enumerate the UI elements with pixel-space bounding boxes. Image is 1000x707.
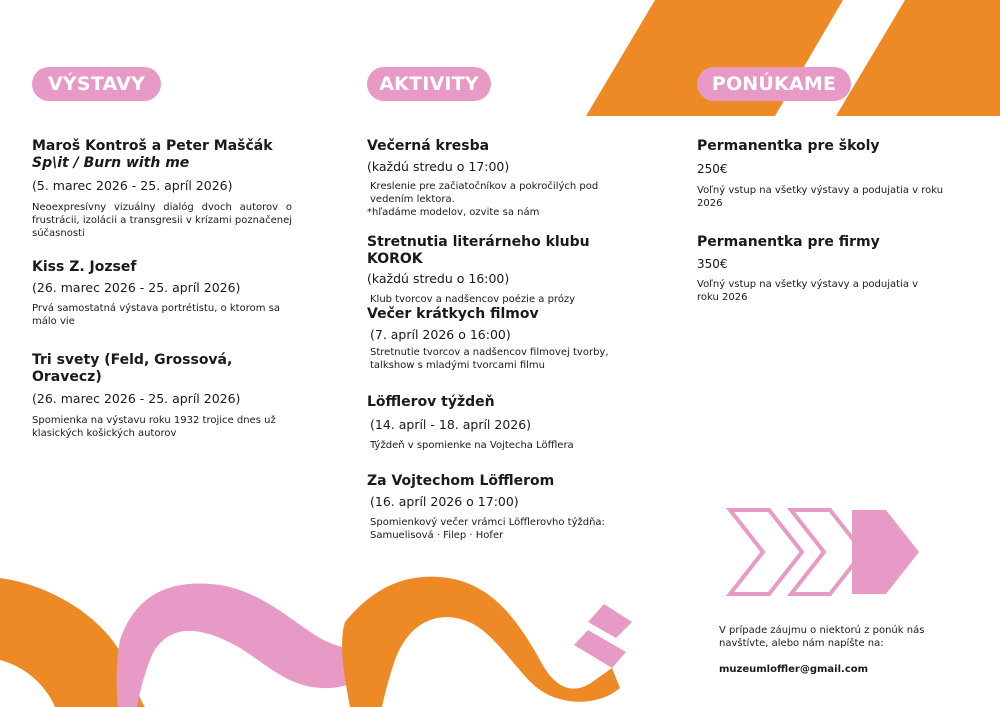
offer-title: Permanentka pre školy	[697, 138, 880, 154]
aktivity-item-2	[367, 234, 647, 306]
exhibition-dates: (5. marec 2026 - 25. apríl 2026)	[32, 178, 233, 193]
aktivity-item-5	[367, 473, 647, 542]
activity-title: Stretnutia literárneho klubu KOROK	[367, 234, 590, 267]
exhibition-dates: (26. marec 2026 - 25. apríl 2026)	[32, 391, 241, 406]
exhibition-description: Prvá samostatná výstava portrétistu, o ktorom sa málo vie	[32, 303, 280, 327]
activity-dates: (7. apríl 2026 o 16:00)	[370, 327, 511, 342]
exhibition-description: Spomienka na výstavu roku 1932 trojice dnes už klasických košických autorov	[32, 415, 276, 439]
contact-text: V prípade záujmu o niektorú z ponúk nás navštívte, alebo nám napíšte na:	[719, 625, 925, 649]
exhibition-title: Kiss Z. Jozsef	[32, 259, 137, 275]
vystavy-item-3	[32, 352, 292, 440]
heading-vystavy: VÝSTAVY	[32, 67, 161, 101]
exhibition-title: Maroš Kontroš a Peter Maščák	[32, 138, 273, 154]
activity-description: Spomienkový večer vrámci Löfflerovho týždňa: Samuelisová · Filep · Hofer	[370, 517, 605, 541]
activity-dates: (každú stredu o 16:00)	[367, 271, 510, 286]
contact-email[interactable]: muzeumloffler@gmail.com	[719, 664, 869, 675]
exhibition-description: Neoexpresívny vizuálny dialóg dvoch autorov o frustrácii, izolácii a transgresii v krízami poznačenej súčasnosti	[32, 202, 292, 239]
offer-description: Voľný vstup na všetky výstavy a podujatia v roku 2026	[697, 279, 919, 303]
activity-description: Stretnutie tvorcov a nadšencov filmovej tvorby, talkshow s mladými tvorcami filmu	[370, 347, 609, 371]
exhibition-title: Tri svety (Feld, Grossová, Oravecz)	[32, 352, 233, 385]
activity-title: Večerná kresba	[367, 138, 490, 154]
aktivity-item-4	[367, 394, 637, 452]
activity-description: Týždeň v spomienke na Vojtecha Löfflera	[370, 440, 574, 451]
chevron-outline-1	[730, 510, 802, 594]
exhibition-dates: (26. marec 2026 - 25. apríl 2026)	[32, 280, 241, 295]
activity-dates: (14. apríl - 18. apríl 2026)	[370, 417, 532, 432]
contact-block	[719, 624, 959, 676]
orange-parallelogram-right	[836, 0, 1000, 116]
offer-title: Permanentka pre firmy	[697, 234, 880, 250]
offer-price: 350€	[697, 257, 728, 271]
ponukame-item-2	[697, 234, 962, 304]
offer-price: 250€	[697, 162, 728, 176]
activity-title: Večer krátkych filmov	[367, 306, 539, 322]
heading-ponukame: PONÚKAME	[697, 67, 851, 101]
exhibition-subtitle: Sp\it / Burn with me	[32, 155, 190, 171]
activity-title: Löfflerov týždeň	[367, 394, 495, 410]
activity-dates: (16. apríl 2026 o 17:00)	[370, 494, 519, 509]
activity-description: Klub tvorcov a nadšencov poézie a prózy	[370, 294, 576, 305]
activity-note: *hľadáme modelov, ozvite sa nám	[367, 207, 540, 218]
activity-description: Kreslenie pre začiatočníkov a pokročilých pod vedením lektora.	[370, 181, 599, 205]
offer-description: Voľný vstup na všetky výstavy a podujatia v roku 2026	[697, 185, 944, 209]
ponukame-item-1	[697, 138, 962, 210]
aktivity-item-1	[367, 138, 637, 219]
pink-stripe-upper	[588, 604, 632, 638]
activity-title: Za Vojtechom Löfflerom	[367, 473, 555, 489]
chevron-filled	[852, 510, 919, 594]
activity-dates: (každú stredu o 17:00)	[367, 159, 510, 174]
vystavy-item-1	[32, 138, 292, 240]
vystavy-item-2	[32, 259, 292, 328]
heading-aktivity: AKTIVITY	[367, 67, 491, 101]
aktivity-item-3	[367, 306, 637, 372]
